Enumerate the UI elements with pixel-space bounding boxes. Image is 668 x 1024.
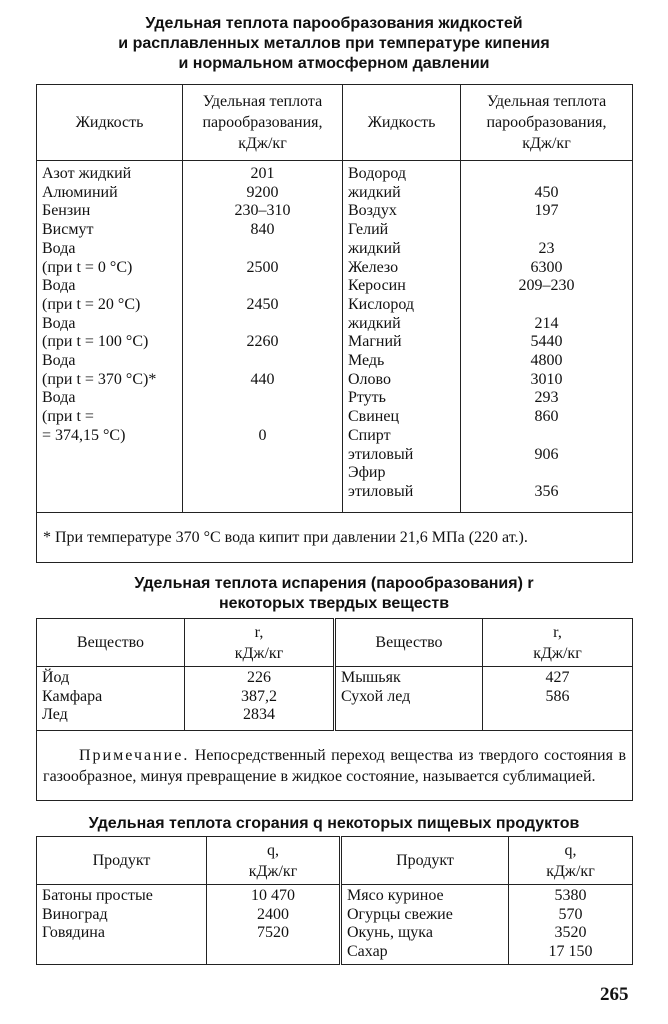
header-line: парообразования, — [202, 114, 323, 131]
list-item: 214 — [534, 314, 559, 332]
list-item: 2500 — [246, 258, 279, 276]
list-item: Ртуть — [348, 389, 386, 407]
table1-header-heat-left — [183, 85, 343, 161]
list-item: (при t = 100 °C) — [42, 333, 149, 351]
list-item: 23 — [538, 239, 555, 257]
list-item: 10 470 — [251, 887, 295, 904]
left-name-list — [42, 669, 184, 725]
list-item — [461, 165, 632, 184]
table1-header-heat-right — [461, 85, 633, 161]
list-item: Висмут — [42, 221, 94, 239]
header-line: q, — [564, 841, 577, 859]
list-item: (при t = — [42, 408, 94, 426]
list-item: 5440 — [530, 333, 563, 351]
list-item: 17 150 — [548, 943, 593, 961]
table2-title-line: некоторых твердых веществ — [218, 595, 450, 612]
list-item — [183, 352, 342, 371]
list-item: жидкий — [348, 239, 401, 257]
header-line: r, — [553, 623, 562, 641]
header-line: парообразования, — [486, 114, 607, 131]
right-value-list — [509, 887, 632, 962]
table2-header-r-right — [483, 619, 633, 667]
list-item: Бензин — [42, 202, 91, 220]
header-line: Удельная теплота — [202, 93, 323, 110]
table3-food-combustion — [36, 836, 633, 965]
list-item: Вода — [42, 389, 76, 407]
list-item: 440 — [250, 370, 275, 388]
table2-solids-evaporation — [36, 618, 633, 801]
table3-left-values — [207, 885, 341, 965]
table1-left-names — [37, 161, 183, 513]
table3-title: Удельная теплота сгорания q некоторых пищевых продуктов — [88, 815, 580, 832]
list-item: (при t = 0 °C) — [42, 258, 133, 276]
header-line: q, — [267, 841, 279, 859]
table1-header-liquid-left: Жидкость — [37, 85, 183, 161]
list-item — [183, 315, 342, 334]
table2-right-values — [483, 667, 633, 731]
table3-left-names — [37, 885, 207, 965]
right-name-list — [341, 669, 482, 706]
table1-left-values — [183, 161, 343, 513]
list-item: Керосин — [348, 277, 406, 295]
list-item: Лед — [42, 706, 68, 724]
list-item: жидкий — [348, 314, 401, 332]
list-item — [183, 389, 342, 408]
list-item: Камфара — [42, 687, 103, 705]
list-item: жидкий — [348, 183, 401, 201]
right-name-list — [348, 165, 460, 502]
left-name-list — [42, 165, 182, 446]
header-line: кДж/кг — [546, 862, 595, 880]
list-item — [461, 221, 632, 240]
list-item — [183, 408, 342, 427]
list-item: Кислород — [348, 295, 414, 313]
page-number: 265 — [600, 984, 629, 1005]
list-item: 201 — [250, 165, 275, 182]
list-item: Сухой лед — [341, 687, 411, 705]
list-item: 5380 — [554, 887, 587, 904]
table1-vaporization-liquids — [36, 84, 633, 563]
note-text: Непосредственный переход вещества из твердого состояния в газообразное, минуя превращение в жидкое состояние, называется сублимацией. — [43, 746, 626, 785]
list-item: Батоны простые — [42, 887, 153, 904]
list-item: Окунь, щука — [347, 924, 433, 942]
list-item: Вода — [42, 239, 76, 257]
table1-title-line: Удельная теплота парообразования жидкостей — [145, 15, 523, 32]
list-item — [183, 277, 342, 296]
list-item — [461, 464, 632, 483]
left-name-list — [42, 887, 206, 943]
list-item: Вода — [42, 314, 76, 332]
table1-header-liquid-right: Жидкость — [343, 85, 461, 161]
list-item: 2834 — [243, 706, 275, 724]
list-item: 197 — [534, 202, 559, 220]
list-item: 2400 — [257, 905, 289, 923]
table1-title — [0, 14, 668, 74]
table2-left-values — [185, 667, 335, 731]
header-line: кДж/кг — [234, 644, 284, 662]
list-item — [461, 427, 632, 446]
left-value-list — [183, 165, 342, 446]
list-item: Виноград — [42, 905, 108, 923]
left-value-list — [185, 669, 333, 725]
list-item: 9200 — [246, 183, 279, 201]
table2-right-names — [335, 667, 483, 731]
table2-left-names — [37, 667, 185, 731]
right-value-list — [461, 165, 632, 502]
header-line: r, — [254, 623, 264, 641]
list-item: Железо — [348, 258, 399, 276]
header-line: кДж/кг — [533, 644, 582, 662]
table1-footnote: * При температуре 370 °С вода кипит при давлении 21,6 МПа (220 ат.). — [37, 513, 633, 563]
list-item: этиловый — [348, 445, 414, 463]
list-item: Эфир — [348, 464, 386, 482]
list-item: (при t = 370 °C)* — [42, 370, 157, 388]
table3-header-product-right: Продукт — [341, 837, 509, 885]
note-label: Примечание. — [79, 746, 190, 764]
header-line: Удельная теплота — [486, 93, 607, 110]
list-item: Вода — [42, 352, 76, 370]
list-item: 427 — [545, 669, 570, 686]
table2-title-line: Удельная теплота испарения (парообразования) r — [134, 575, 534, 592]
list-item: Олово — [348, 370, 391, 388]
list-item: Свинец — [348, 408, 400, 426]
list-item: Говядина — [42, 924, 105, 942]
list-item: 0 — [258, 426, 267, 444]
header-line: кДж/кг — [248, 862, 298, 880]
list-item: 4800 — [530, 352, 563, 370]
table1-right-values — [461, 161, 633, 513]
list-item: 860 — [534, 408, 559, 426]
list-item: 209–230 — [518, 277, 575, 295]
table3-header-q-left — [207, 837, 341, 885]
list-item: 230–310 — [234, 202, 291, 220]
list-item: 570 — [558, 905, 583, 923]
list-item: Йод — [42, 669, 70, 686]
list-item: 906 — [534, 445, 559, 463]
list-item: 293 — [534, 389, 559, 407]
table1-title-line: и нормальном атмосферном давлении — [178, 55, 490, 72]
list-item: Магний — [348, 333, 402, 351]
list-item: Азот жидкий — [42, 165, 132, 182]
list-item: 7520 — [257, 924, 289, 942]
list-item: Воздух — [348, 202, 397, 220]
list-item: Гелий — [348, 221, 389, 239]
list-item: = 374,15 °C) — [42, 426, 126, 444]
list-item — [461, 296, 632, 315]
list-item: 450 — [534, 183, 559, 201]
right-name-list — [347, 887, 508, 962]
table2-note — [37, 731, 633, 801]
list-item: 3010 — [530, 370, 563, 388]
list-item: 387,2 — [241, 687, 277, 705]
list-item: Медь — [348, 352, 385, 370]
table2-header-r-left — [185, 619, 335, 667]
list-item: Мясо куриное — [347, 887, 444, 904]
table3-header-product-left: Продукт — [37, 837, 207, 885]
list-item: 226 — [247, 669, 271, 686]
table1-right-names — [343, 161, 461, 513]
table2-header-substance-left: Вещество — [37, 619, 185, 667]
list-item: этиловый — [348, 482, 414, 500]
table3-right-values — [509, 885, 633, 965]
list-item: Огурцы свежие — [347, 905, 453, 923]
list-item: 2450 — [246, 295, 279, 313]
list-item: (при t = 20 °C) — [42, 295, 141, 313]
list-item: Водород — [348, 165, 407, 182]
table3-right-names — [341, 885, 509, 965]
header-line: кДж/кг — [522, 135, 571, 152]
list-item: 840 — [250, 221, 275, 239]
list-item: Мышьяк — [341, 669, 401, 686]
list-item — [183, 240, 342, 259]
list-item: 2260 — [246, 333, 279, 351]
list-item: Алюминий — [42, 183, 118, 201]
table2-header-substance-right: Вещество — [335, 619, 483, 667]
table2-title — [0, 574, 668, 614]
header-line: кДж/кг — [238, 135, 287, 152]
list-item: Спирт — [348, 426, 391, 444]
right-value-list — [483, 669, 632, 706]
list-item: 586 — [545, 687, 570, 705]
left-value-list — [207, 887, 339, 943]
table1-title-line: и расплавленных металлов при температуре кипения — [118, 35, 550, 52]
list-item: 356 — [534, 482, 559, 500]
list-item: Сахар — [347, 943, 388, 961]
list-item: 6300 — [530, 258, 563, 276]
list-item: 3520 — [554, 924, 587, 942]
list-item: Вода — [42, 277, 76, 295]
table3-header-q-right — [509, 837, 633, 885]
